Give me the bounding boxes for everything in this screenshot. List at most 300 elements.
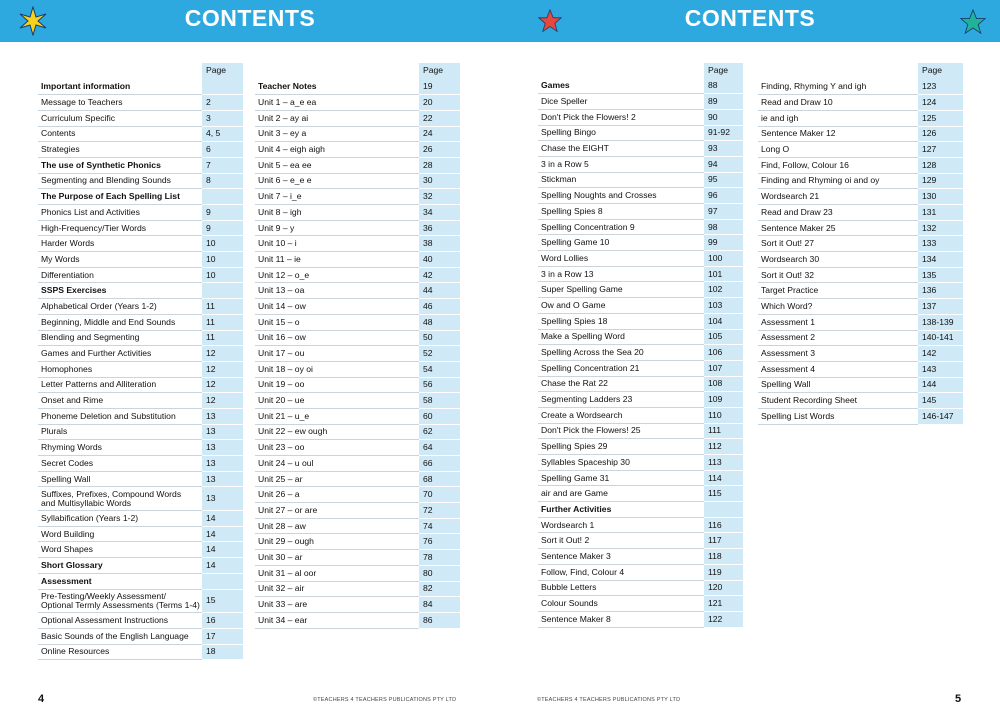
toc-entry-page: 117	[704, 533, 743, 549]
toc-entry-title-text: Unit 12 – o_e	[258, 269, 310, 280]
toc-row	[255, 393, 460, 409]
toc-entry-title-text: Pre-Testing/Weekly Assessment/	[41, 590, 166, 601]
page-header-row	[538, 63, 743, 78]
toc-row	[758, 95, 963, 111]
toc-entry-page: 128	[918, 157, 963, 173]
toc-entry-title-text: Spelling Bingo	[541, 127, 596, 138]
toc-entry-title	[538, 329, 704, 345]
toc-entry-page: 34	[419, 205, 460, 221]
toc-entry-title-text: Spelling Wall	[41, 473, 91, 484]
toc-entry-page: 121	[704, 596, 743, 612]
toc-entry-title-text: Spelling Concentration 21	[541, 362, 640, 373]
toc-entry-title-text: Sort it Out! 27	[761, 238, 815, 249]
toc-entry-title	[538, 423, 704, 439]
toc-row	[38, 126, 243, 142]
toc-entry-page: 3	[202, 110, 243, 126]
toc-entry-title	[38, 361, 202, 377]
toc-entry-title-text: Differentiation	[41, 269, 94, 280]
toc-entry-title-text: Word Lollies	[541, 252, 589, 263]
toc-entry-title	[38, 487, 202, 511]
toc-row	[538, 204, 743, 220]
toc-row	[538, 251, 743, 267]
toc-entry-title	[255, 205, 419, 221]
toc-entry-page: 99	[704, 235, 743, 251]
toc-entry-page: 13	[202, 440, 243, 456]
toc-entry-title	[38, 252, 202, 268]
toc-row	[38, 142, 243, 158]
toc-entry-page: 93	[704, 141, 743, 157]
toc-entry-title-text: Finding, Rhyming Y and igh	[761, 81, 867, 92]
toc-entry-title-text: 3 in a Row 5	[541, 158, 589, 169]
toc-entry-title-text: Alphabetical Order (Years 1-2)	[41, 300, 157, 311]
toc-entry-page: 135	[918, 267, 963, 283]
toc-row	[538, 564, 743, 580]
toc-entry-title	[255, 408, 419, 424]
toc-entry-title-text: Online Resources	[41, 646, 110, 657]
toc-entry-title-text: Unit 2 – ay ai	[258, 112, 309, 123]
toc-row	[38, 330, 243, 346]
toc-entry-page: 124	[918, 95, 963, 111]
toc-entry-title	[255, 597, 419, 613]
toc-entry-title-text: Plurals	[41, 426, 68, 437]
toc-entry-page: 91-92	[704, 125, 743, 141]
toc-entry-title-text: Spelling Spies 18	[541, 315, 608, 326]
toc-entry-title	[255, 471, 419, 487]
toc-entry-title-text: Short Glossary	[41, 559, 103, 570]
toc-entry-title	[255, 330, 419, 346]
toc-row	[255, 424, 460, 440]
toc-entry-title	[538, 549, 704, 565]
toc-entry-title	[538, 407, 704, 423]
toc-entry-title	[38, 110, 202, 126]
toc-entry-page: 89	[704, 94, 743, 110]
toc-entry-title-text: Find, Follow, Colour 16	[761, 159, 849, 170]
toc-entry-page: 56	[419, 377, 460, 393]
toc-entry-title-text: Unit 1 – a_e ea	[258, 97, 317, 108]
toc-entry-page	[202, 79, 243, 95]
toc-row	[758, 252, 963, 268]
toc-row	[255, 471, 460, 487]
header-blank-cell	[255, 63, 419, 79]
toc-entry-page: 130	[918, 189, 963, 205]
red-star-icon	[538, 9, 562, 33]
toc-row	[758, 314, 963, 330]
toc-entry-title-text: Finding and Rhyming oi and oy	[761, 175, 880, 186]
toc-entry-title-text: Syllabification (Years 1-2)	[41, 512, 139, 523]
toc-entry-title	[38, 126, 202, 142]
toc-entry-title-text: Message to Teachers	[41, 97, 123, 108]
toc-row	[38, 440, 243, 456]
page-column-label: Page	[918, 63, 963, 79]
toc-entry-title-text: Don't Pick the Flowers! 2	[541, 111, 636, 122]
toc-row	[255, 612, 460, 628]
right-page-number: 5	[955, 693, 962, 705]
toc-entry-page: 18	[202, 644, 243, 660]
toc-entry-title-text: Read and Draw 23	[761, 206, 833, 217]
toc-entry-title-text: Unit 17 – ou	[258, 348, 305, 359]
toc-row	[538, 486, 743, 502]
toc-entry-title	[538, 109, 704, 125]
toc-entry-title-text: Sentence Maker 8	[541, 613, 611, 624]
toc-entry-page: 133	[918, 236, 963, 252]
toc-entry-page: 80	[419, 565, 460, 581]
toc-entry-title-text: Unit 13 – oa	[258, 285, 305, 296]
toc-entry-title-text: The Purpose of Each Spelling List	[41, 191, 180, 202]
toc-entry-title-text: Spelling Spies 8	[541, 205, 603, 216]
toc-entry-title	[38, 189, 202, 205]
toc-row	[38, 252, 243, 268]
toc-entry-page: 68	[419, 471, 460, 487]
toc-entry-title	[538, 235, 704, 251]
toc-entry-page: 50	[419, 330, 460, 346]
toc-entry-title-text: air and are Game	[541, 488, 608, 499]
toc-entry-title	[758, 220, 918, 236]
left-contents-column-2	[255, 63, 460, 629]
toc-row	[255, 408, 460, 424]
toc-entry-title	[758, 267, 918, 283]
toc-entry-title	[538, 564, 704, 580]
toc-entry-title-text: Spelling Noughts and Crosses	[541, 190, 657, 201]
page-column-label: Page	[419, 63, 460, 79]
toc-entry-page: 13	[202, 456, 243, 472]
toc-row	[538, 407, 743, 423]
toc-entry-title	[255, 220, 419, 236]
toc-row	[38, 220, 243, 236]
toc-entry-title-text: Assessment 1	[761, 316, 815, 327]
toc-entry-page: 16	[202, 613, 243, 629]
toc-entry-title	[538, 502, 704, 518]
toc-entry-page: 115	[704, 486, 743, 502]
toc-row	[255, 299, 460, 315]
toc-row	[38, 377, 243, 393]
toc-entry-title	[38, 644, 202, 660]
toc-entry-title	[255, 550, 419, 566]
toc-entry-title-text: Unit 15 – o	[258, 316, 300, 327]
toc-entry-title-text: Spelling List Words	[761, 410, 835, 421]
toc-entry-title-text: Target Practice	[761, 285, 819, 296]
toc-entry-page: 109	[704, 392, 743, 408]
toc-entry-title	[38, 157, 202, 173]
toc-row	[538, 439, 743, 455]
toc-entry-title	[255, 534, 419, 550]
toc-entry-title-text: Chase the Rat 22	[541, 378, 608, 389]
toc-entry-title-text: Unit 34 – ear	[258, 614, 308, 625]
toc-entry-title-text: Colour Sounds	[541, 598, 598, 609]
toc-row	[538, 392, 743, 408]
toc-entry-page: 36	[419, 220, 460, 236]
right-contents-column-1	[538, 63, 743, 628]
toc-entry-title	[38, 558, 202, 574]
toc-entry-title-text: Sort it Out! 32	[761, 269, 815, 280]
toc-entry-title-text: Chase the EIGHT	[541, 143, 609, 154]
toc-entry-title-text: Unit 27 – or are	[258, 504, 318, 515]
toc-row	[255, 330, 460, 346]
toc-entry-title	[538, 376, 704, 392]
toc-entry-title	[255, 267, 419, 283]
toc-row	[38, 95, 243, 111]
toc-entry-title	[38, 471, 202, 487]
toc-entry-title-text: Games and Further Activities	[41, 348, 152, 359]
toc-entry-title-text: Wordsearch 21	[761, 191, 820, 202]
toc-entry-title	[255, 79, 419, 95]
toc-row	[38, 79, 243, 95]
toc-row	[38, 205, 243, 221]
toc-row	[538, 502, 743, 518]
toc-entry-title	[255, 142, 419, 158]
toc-entry-title-text: Sort it Out! 2	[541, 535, 590, 546]
toc-entry-page: 9	[202, 220, 243, 236]
toc-entry-title-text: Word Building	[41, 528, 95, 539]
toc-entry-title	[538, 204, 704, 220]
toc-row	[255, 252, 460, 268]
toc-entry-page: 38	[419, 236, 460, 252]
toc-entry-title	[758, 95, 918, 111]
toc-entry-title	[538, 596, 704, 612]
toc-entry-page: 13	[202, 424, 243, 440]
toc-entry-title-text: Unit 30 – ar	[258, 551, 303, 562]
toc-row	[538, 282, 743, 298]
toc-row	[758, 205, 963, 221]
toc-entry-title	[38, 393, 202, 409]
toc-entry-title-text-line2: Optional Termly Assessments (Terms 1-4)	[41, 599, 200, 610]
toc-entry-page: 125	[918, 110, 963, 126]
toc-entry-title	[538, 78, 704, 94]
toc-row	[38, 511, 243, 527]
toc-entry-title-text: Sentence Maker 12	[761, 128, 836, 139]
toc-entry-title-text: Beginning, Middle and End Sounds	[41, 316, 176, 327]
toc-entry-page: 60	[419, 408, 460, 424]
toc-entry-page	[202, 573, 243, 589]
toc-entry-title-text: Which Word?	[761, 300, 813, 311]
toc-row	[38, 456, 243, 472]
toc-entry-page	[202, 189, 243, 205]
toc-entry-title	[255, 518, 419, 534]
toc-entry-title	[538, 439, 704, 455]
toc-entry-title-text: Super Spelling Game	[541, 284, 623, 295]
toc-row	[38, 589, 243, 613]
toc-entry-page: 54	[419, 361, 460, 377]
header-blank-cell	[538, 63, 704, 78]
toc-entry-title	[758, 361, 918, 377]
page-header-row	[38, 63, 243, 79]
toc-entry-title	[758, 299, 918, 315]
toc-entry-title	[538, 313, 704, 329]
header-blank-cell	[38, 63, 202, 79]
toc-entry-page: 14	[202, 558, 243, 574]
toc-entry-title-text: Unit 18 – oy oi	[258, 363, 313, 374]
toc-entry-title	[758, 189, 918, 205]
toc-entry-page: 12	[202, 393, 243, 409]
right-page-title: CONTENTS	[684, 5, 816, 31]
toc-entry-title-text: Onset and Rime	[41, 395, 104, 406]
toc-entry-title-text: 3 in a Row 13	[541, 268, 594, 279]
toc-entry-page: 74	[419, 518, 460, 534]
toc-entry-title-text: Spelling Across the Sea 20	[541, 347, 644, 358]
toc-entry-page	[202, 283, 243, 299]
toc-entry-page: 104	[704, 313, 743, 329]
toc-entry-page	[704, 502, 743, 518]
toc-entry-title	[758, 314, 918, 330]
toc-entry-title	[255, 173, 419, 189]
toc-row	[38, 173, 243, 189]
toc-row	[38, 393, 243, 409]
toc-entry-title-text: Unit 5 – ea ee	[258, 159, 312, 170]
toc-entry-title-text: Unit 29 – ough	[258, 536, 314, 547]
toc-entry-title-text: My Words	[41, 253, 80, 264]
toc-row	[758, 79, 963, 95]
toc-row	[38, 236, 243, 252]
toc-entry-title	[38, 330, 202, 346]
toc-entry-page: 98	[704, 219, 743, 235]
toc-row	[538, 94, 743, 110]
toc-entry-title	[38, 408, 202, 424]
toc-entry-title-text: Secret Codes	[41, 457, 94, 468]
toc-entry-title-text: Important information	[41, 81, 131, 92]
page-column-label: Page	[704, 63, 743, 78]
toc-entry-title	[38, 267, 202, 283]
toc-entry-title	[255, 456, 419, 472]
toc-entry-title	[255, 314, 419, 330]
toc-entry-title	[255, 565, 419, 581]
right-footer-copyright: ©TEACHERS 4 TEACHERS PUBLICATIONS PTY LTD	[537, 697, 681, 703]
toc-entry-page: 26	[419, 142, 460, 158]
toc-entry-title	[255, 157, 419, 173]
toc-entry-title-text: Student Recording Sheet	[761, 395, 858, 406]
toc-row	[758, 267, 963, 283]
toc-entry-title-text: Read and Draw 10	[761, 97, 833, 108]
toc-entry-page: 120	[704, 580, 743, 596]
toc-entry-title-text: Word Shapes	[41, 544, 93, 555]
toc-entry-title-text: Optional Assessment Instructions	[41, 615, 169, 626]
toc-entry-title	[38, 299, 202, 315]
page-header-row	[758, 63, 963, 79]
toc-entry-title-text: Further Activities	[541, 503, 612, 514]
toc-entry-title	[758, 330, 918, 346]
toc-row	[758, 173, 963, 189]
toc-entry-title	[38, 424, 202, 440]
toc-entry-title	[538, 141, 704, 157]
toc-row	[758, 157, 963, 173]
toc-entry-title	[538, 470, 704, 486]
toc-entry-page: 13	[202, 487, 243, 511]
toc-row	[538, 156, 743, 172]
toc-entry-title-text: Unit 23 – oo	[258, 442, 305, 453]
toc-entry-title-text: Unit 33 – are	[258, 599, 308, 610]
toc-entry-title	[38, 440, 202, 456]
toc-entry-title-text: Unit 9 – y	[258, 222, 295, 233]
toc-row	[758, 142, 963, 158]
toc-entry-title	[758, 408, 918, 424]
toc-entry-title	[538, 360, 704, 376]
toc-row	[255, 361, 460, 377]
toc-row	[758, 299, 963, 315]
toc-entry-title	[758, 142, 918, 158]
toc-entry-title-text: Games	[541, 80, 570, 91]
toc-row	[255, 283, 460, 299]
toc-entry-title	[255, 361, 419, 377]
toc-row	[38, 408, 243, 424]
toc-entry-title	[38, 346, 202, 362]
toc-row	[38, 346, 243, 362]
toc-row	[255, 157, 460, 173]
toc-entry-title-text: Segmenting and Blending Sounds	[41, 175, 171, 186]
toc-entry-page: 62	[419, 424, 460, 440]
yellow-star-icon	[18, 6, 48, 36]
toc-entry-title	[758, 126, 918, 142]
toc-entry-page: 64	[419, 440, 460, 456]
toc-entry-title-text: Unit 19 – oo	[258, 379, 305, 390]
toc-entry-title-text: Assessment 2	[761, 332, 815, 343]
toc-entry-page: 108	[704, 376, 743, 392]
toc-row	[255, 518, 460, 534]
toc-row	[538, 455, 743, 471]
toc-entry-title	[38, 283, 202, 299]
toc-entry-title-text: Phonics List and Activities	[41, 206, 140, 217]
toc-entry-title-text: Contents	[41, 128, 76, 139]
toc-entry-page: 6	[202, 142, 243, 158]
toc-entry-title-text: Suffixes, Prefixes, Compound Words	[41, 488, 182, 499]
toc-row	[538, 470, 743, 486]
toc-entry-page: 107	[704, 360, 743, 376]
toc-entry-page: 2	[202, 95, 243, 111]
toc-entry-title	[255, 377, 419, 393]
toc-row	[538, 125, 743, 141]
toc-row	[758, 361, 963, 377]
toc-entry-title	[38, 526, 202, 542]
toc-entry-title-text: The use of Synthetic Phonics	[41, 159, 161, 170]
toc-entry-page: 46	[419, 299, 460, 315]
toc-row	[255, 220, 460, 236]
toc-entry-title	[38, 456, 202, 472]
toc-row	[38, 299, 243, 315]
toc-entry-title	[38, 573, 202, 589]
toc-entry-title	[758, 157, 918, 173]
toc-entry-title-text: Long O	[761, 144, 790, 155]
toc-row	[538, 235, 743, 251]
toc-row	[538, 219, 743, 235]
toc-row	[38, 644, 243, 660]
toc-entry-page: 42	[419, 267, 460, 283]
toc-row	[255, 565, 460, 581]
toc-entry-page: 88	[704, 78, 743, 94]
toc-entry-title	[255, 126, 419, 142]
toc-entry-title	[538, 298, 704, 314]
toc-entry-title	[758, 173, 918, 189]
toc-entry-title-text: Unit 31 – al oor	[258, 567, 317, 578]
toc-row	[38, 110, 243, 126]
toc-entry-title	[758, 79, 918, 95]
toc-row	[38, 573, 243, 589]
toc-entry-page: 7	[202, 157, 243, 173]
toc-entry-page: 113	[704, 455, 743, 471]
toc-entry-title-text: Wordsearch 30	[761, 253, 820, 264]
toc-entry-page: 126	[918, 126, 963, 142]
toc-entry-title	[255, 424, 419, 440]
toc-entry-title-text: Letter Patterns and Alliteration	[41, 379, 157, 390]
toc-row	[538, 329, 743, 345]
toc-entry-title-text: Blending and Segmenting	[41, 332, 140, 343]
toc-row	[38, 487, 243, 511]
left-header-banner	[0, 0, 500, 42]
toc-entry-page: 112	[704, 439, 743, 455]
toc-entry-page: 44	[419, 283, 460, 299]
toc-entry-page: 12	[202, 346, 243, 362]
toc-row	[38, 189, 243, 205]
toc-row	[758, 330, 963, 346]
toc-entry-title-text: Unit 6 – e_e e	[258, 175, 312, 186]
toc-row	[255, 456, 460, 472]
toc-row	[538, 360, 743, 376]
